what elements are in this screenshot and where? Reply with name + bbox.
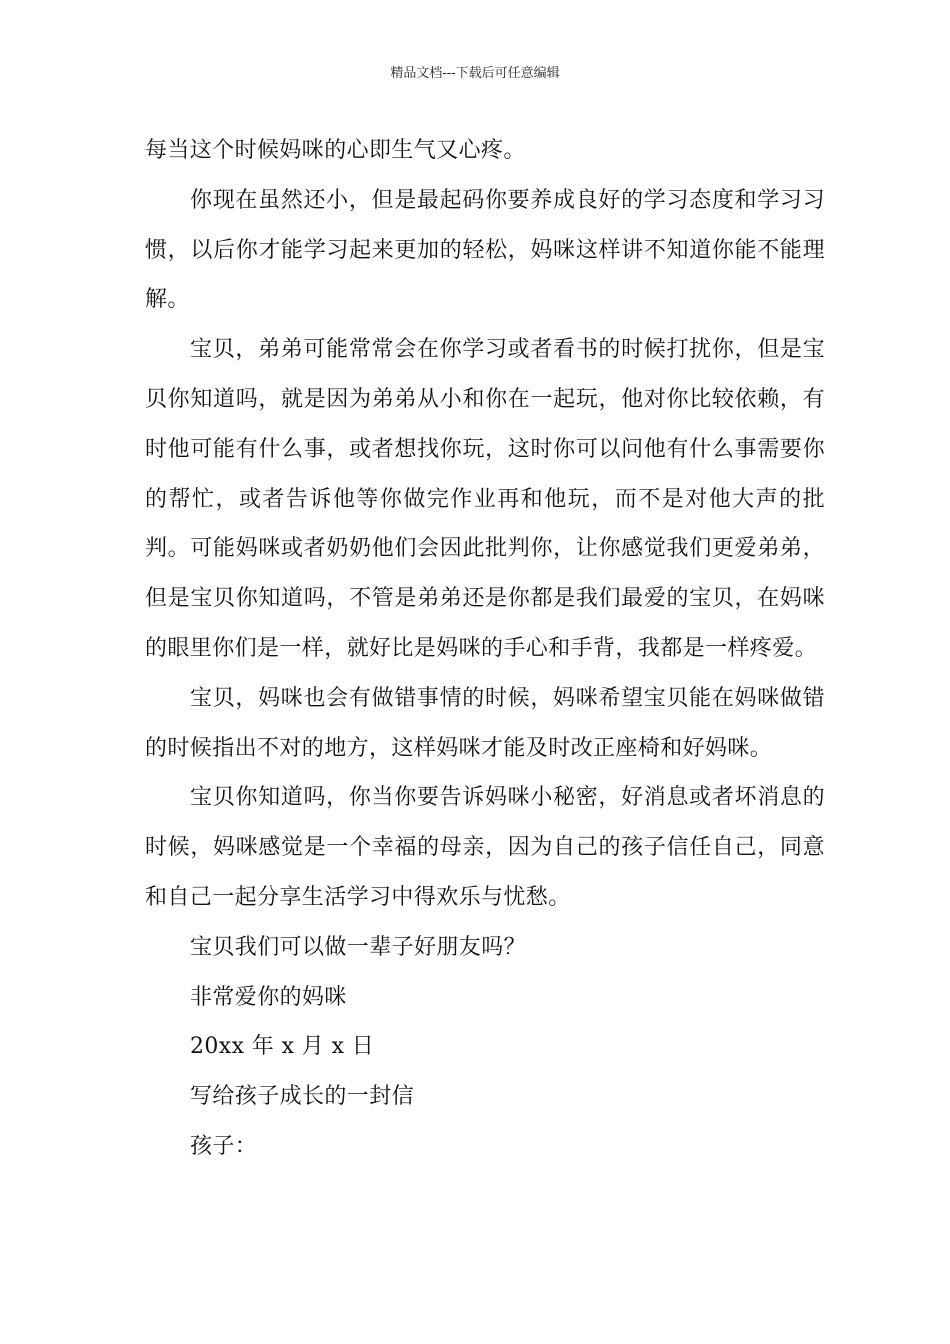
- salutation-line: 孩子：: [190, 1133, 258, 1159]
- paragraph-mom-mistakes: 宝贝，妈咪也会有做错事情的时候，妈咪希望宝贝能在妈咪做错的时候指出不对的地方，这样妈咪才能及时改正座椅和好妈咪。: [145, 685, 825, 761]
- section-title: 写给孩子成长的一封信: [190, 1084, 415, 1110]
- page-header: 精品文档---下载后可任意编辑: [390, 66, 560, 81]
- document-body: [145, 126, 825, 1172]
- paragraph-intro-line: 每当这个时候妈咪的心即生气又心疼。: [145, 138, 526, 163]
- signature-line: 非常爱你的妈咪: [190, 984, 347, 1010]
- date-line: 20xx 年 x 月 x 日: [190, 1034, 375, 1060]
- paragraph-younger-brother: 宝贝，弟弟可能常常会在你学习或者看书的时候打扰你，但是宝贝你知道吗，就是因为弟弟从小和你在一起玩，他对你比较依赖，有时他可能有什么事，或者想找你玩，这时你可以问他有什么事需要你的帮忙，或者告诉他等你做完作业再和他玩，而不是对他大声的批判。可能妈咪或者奶奶他们会因此批判你，让你感觉我们更爱弟弟，但是宝贝你知道吗，不管是弟弟还是你都是我们最爱的宝贝，在妈咪的眼里你们是一样，就好比是妈咪的手心和手背，我都是一样疼爱。: [145, 337, 825, 661]
- paragraph-study-habits: 你现在虽然还小，但是最起码你要养成良好的学习态度和学习习惯，以后你才能学习起来更加的轻松，妈咪这样讲不知道你能不能理解。: [145, 187, 825, 313]
- paragraph-secrets: 宝贝你知道吗，你当你要告诉妈咪小秘密，好消息或者坏消息的时候，妈咪感觉是一个幸福的母亲，因为自己的孩子信任自己，同意和自己一起分享生活学习中得欢乐与忧愁。: [145, 785, 825, 910]
- paragraph-friends-question: 宝贝我们可以做一辈子好朋友吗？: [190, 934, 527, 960]
